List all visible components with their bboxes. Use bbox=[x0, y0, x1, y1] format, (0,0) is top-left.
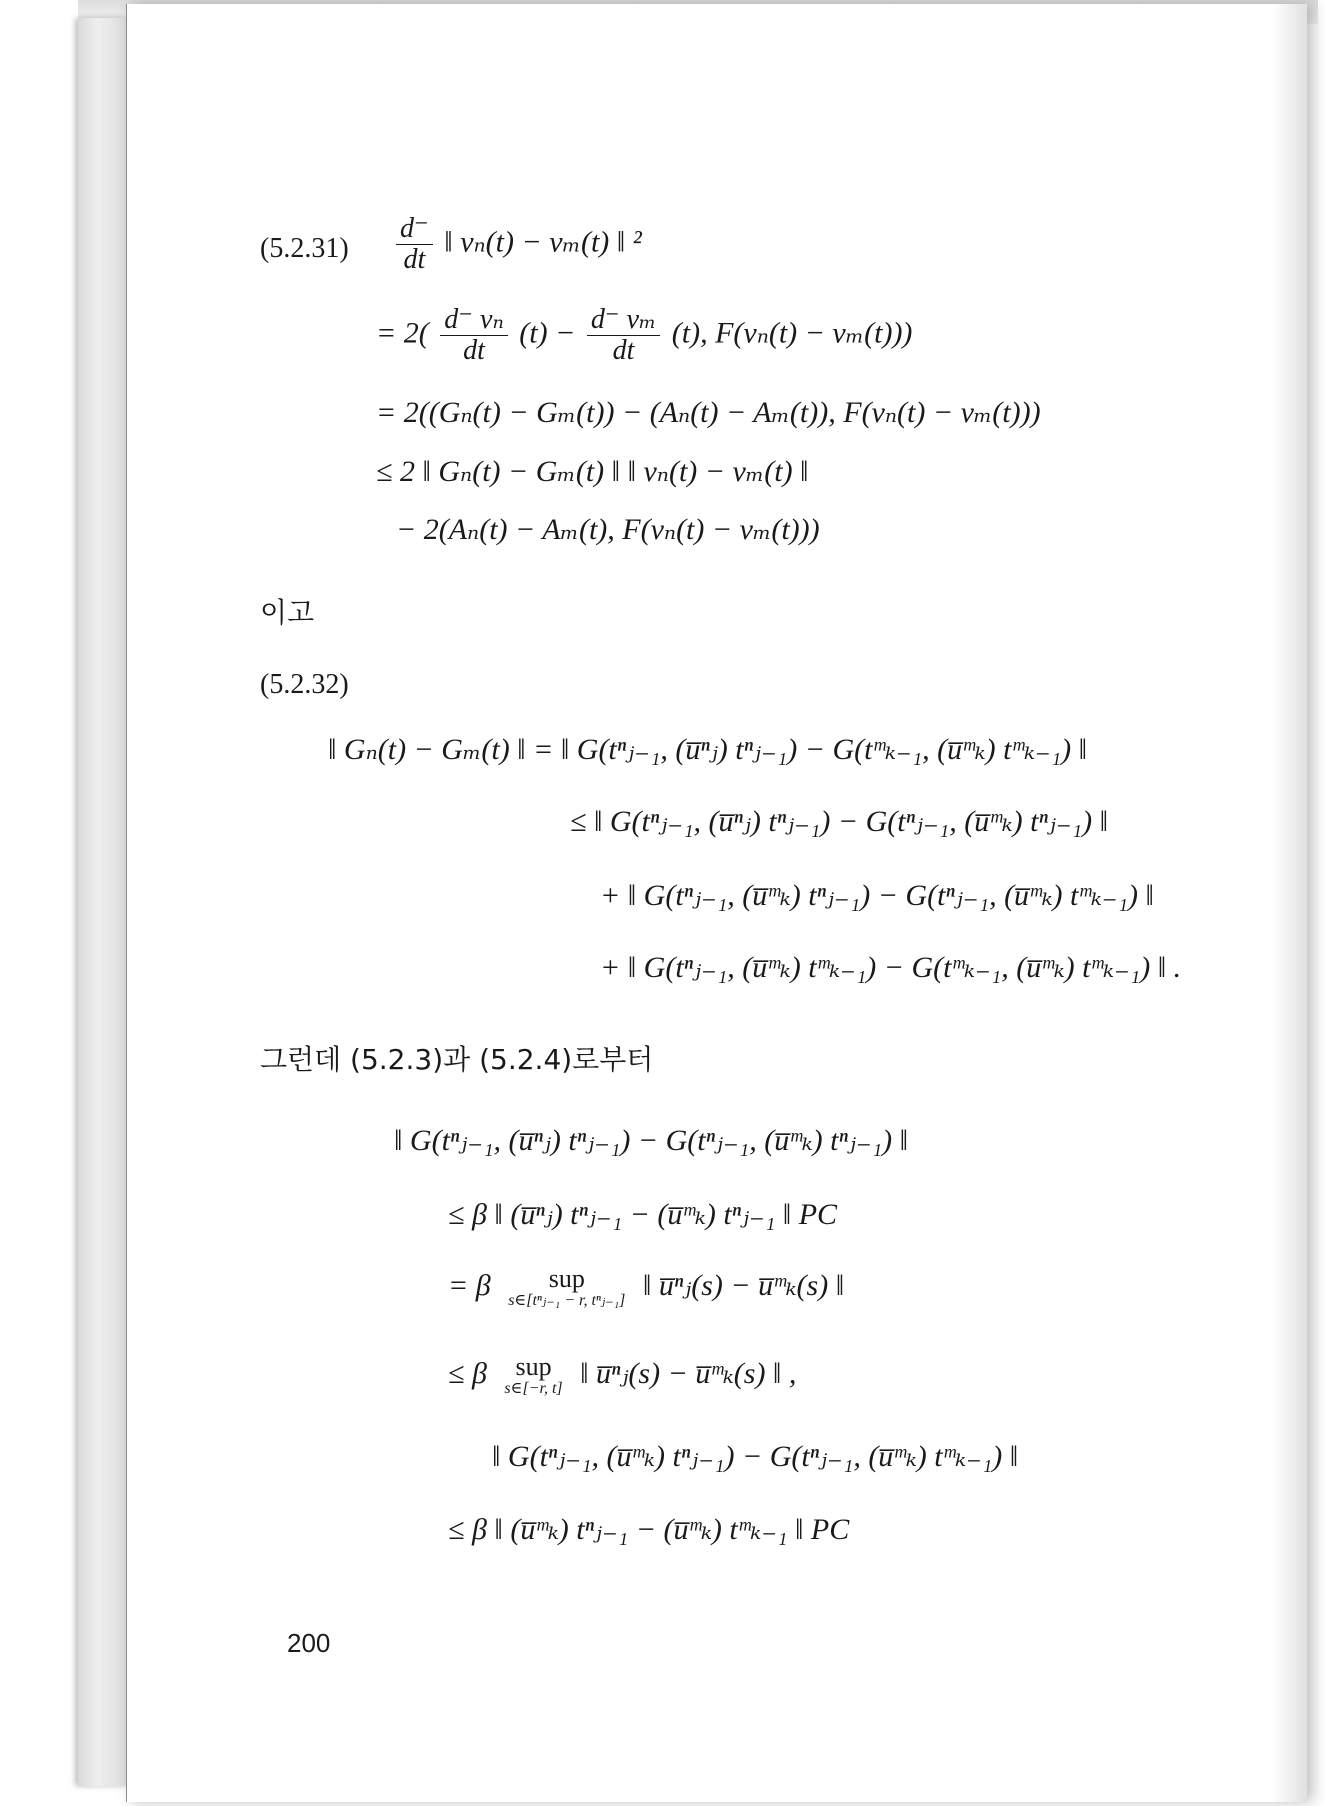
equation-line bbox=[448, 1354, 796, 1398]
fraction-numerator: d⁻ vₙ bbox=[440, 305, 508, 336]
sup-label: sup bbox=[515, 1352, 552, 1381]
equation-line: ‖ Gₙ(t) − Gₘ(t) ‖ = ‖ G(tⁿⱼ₋₁, (u̅ⁿⱼ) tⁿⱼ₋₁) − G(tᵐₖ₋₁, (u̅ᵐₖ) tᵐₖ₋₁) ‖ bbox=[328, 733, 1088, 766]
page-shadow bbox=[1273, 4, 1307, 1802]
equation-text: ≤ β bbox=[448, 1356, 487, 1390]
book-side-edge bbox=[78, 18, 128, 1786]
derivative-fraction bbox=[587, 305, 660, 366]
fraction-numerator: d⁻ bbox=[396, 214, 433, 245]
equation-line: − 2(Aₙ(t) − Aₘ(t), F(vₙ(t) − vₘ(t))) bbox=[396, 513, 820, 546]
equation-line: ‖ G(tⁿⱼ₋₁, (u̅ᵐₖ) tⁿⱼ₋₁) − G(tⁿⱼ₋₁, (u̅ᵐₖ) tᵐₖ₋₁) ‖ bbox=[492, 1440, 1019, 1473]
body-text: 그런데 (5.2.3)과 (5.2.4)로부터 bbox=[260, 1043, 654, 1076]
equation-line: = 2((Gₙ(t) − Gₘ(t)) − (Aₙ(t) − Aₘ(t)), F(vₙ(t) − vₘ(t))) bbox=[376, 396, 1041, 429]
derivative-fraction bbox=[440, 305, 508, 366]
equation-text: ‖ u̅ⁿⱼ(s) − u̅ᵐₖ(s) ‖ , bbox=[580, 1356, 797, 1390]
equation-number: (5.2.32) bbox=[260, 669, 349, 700]
supremum-operator bbox=[508, 1266, 625, 1310]
equation-text: = 2( bbox=[376, 316, 429, 350]
equation-text: ‖ u̅ⁿⱼ(s) − u̅ᵐₖ(s) ‖ bbox=[642, 1268, 845, 1302]
equation-line: ≤ ‖ G(tⁿⱼ₋₁, (u̅ⁿⱼ) tⁿⱼ₋₁) − G(tⁿⱼ₋₁, (u̅ᵐₖ) tⁿⱼ₋₁) ‖ bbox=[570, 805, 1109, 838]
fraction-denominator: dt bbox=[612, 335, 635, 366]
equation-text: ‖ vₙ(t) − vₘ(t) ‖ ² bbox=[444, 225, 642, 259]
equation-text: (t), F(vₙ(t) − vₘ(t))) bbox=[671, 316, 913, 350]
equation-number: (5.2.31) bbox=[260, 233, 349, 264]
fraction-numerator: d⁻ vₘ bbox=[587, 305, 660, 336]
equation-line bbox=[448, 1266, 844, 1310]
equation-line bbox=[392, 214, 642, 275]
sup-label: sup bbox=[548, 1264, 585, 1293]
fraction-denominator: dt bbox=[403, 244, 426, 275]
sup-subscript: s∈[−r, t] bbox=[504, 1380, 563, 1397]
sup-subscript: s∈[tⁿⱼ₋₁ − r, tⁿⱼ₋₁] bbox=[508, 1292, 626, 1309]
equation-line: ≤ β ‖ (u̅ᵐₖ) tⁿⱼ₋₁ − (u̅ᵐₖ) tᵐₖ₋₁ ‖ PC bbox=[448, 1513, 850, 1546]
equation-line: ‖ G(tⁿⱼ₋₁, (u̅ⁿⱼ) tⁿⱼ₋₁) − G(tⁿⱼ₋₁, (u̅ᵐₖ) tⁿⱼ₋₁) ‖ bbox=[394, 1124, 909, 1157]
equation-line: ≤ β ‖ (u̅ⁿⱼ) tⁿⱼ₋₁ − (u̅ᵐₖ) tⁿⱼ₋₁ ‖ PC bbox=[448, 1198, 838, 1231]
fraction-denominator: dt bbox=[463, 335, 485, 366]
equation-line: + ‖ G(tⁿⱼ₋₁, (u̅ᵐₖ) tᵐₖ₋₁) − G(tᵐₖ₋₁, (u̅ᵐₖ) tᵐₖ₋₁) ‖ . bbox=[600, 951, 1182, 984]
equation-line bbox=[376, 305, 912, 366]
equation-text: = β bbox=[448, 1268, 491, 1302]
derivative-fraction bbox=[396, 214, 433, 275]
equation-line: ≤ 2 ‖ Gₙ(t) − Gₘ(t) ‖ ‖ vₙ(t) − vₘ(t) ‖ bbox=[376, 455, 809, 488]
equation-text: (t) − bbox=[519, 316, 576, 350]
supremum-operator bbox=[504, 1354, 562, 1398]
page-number: 200 bbox=[287, 1628, 331, 1658]
equation-line: + ‖ G(tⁿⱼ₋₁, (u̅ᵐₖ) tⁿⱼ₋₁) − G(tⁿⱼ₋₁, (u̅ᵐₖ) tᵐₖ₋₁) ‖ bbox=[600, 879, 1154, 912]
body-text: 이고 bbox=[260, 596, 315, 629]
